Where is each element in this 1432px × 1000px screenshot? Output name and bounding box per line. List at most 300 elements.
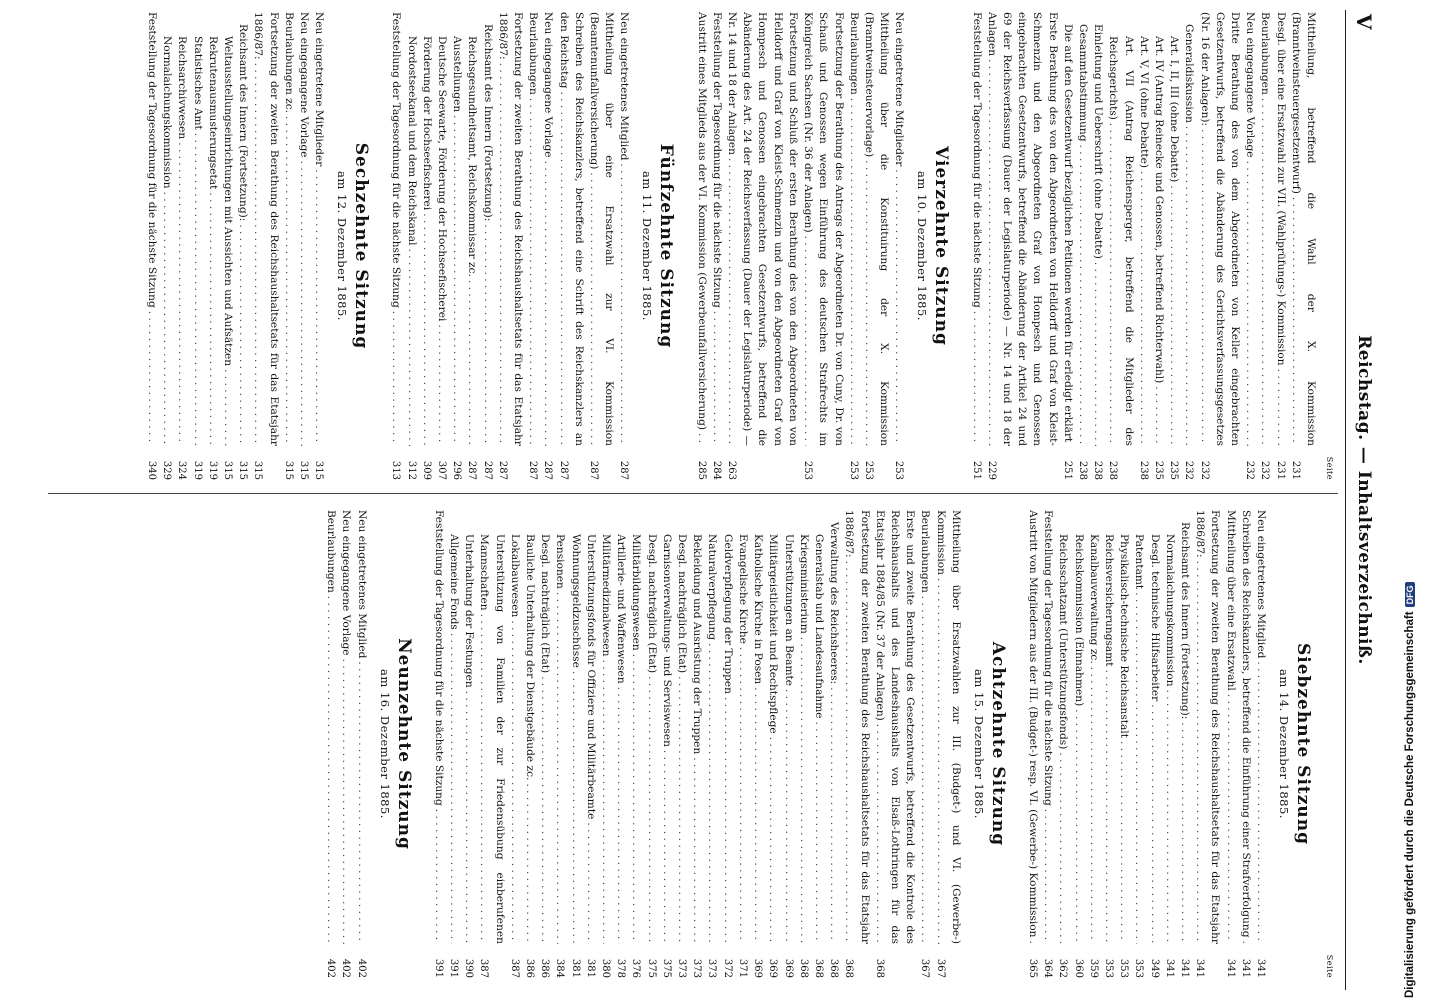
toc-entry (709, 12, 724, 480)
toc-page-number: 253 (891, 446, 906, 480)
toc-entry-label: Katholische Kirche in Posen (752, 534, 764, 687)
toc-entry-text (1162, 510, 1177, 944)
toc-page-number: 253 (800, 446, 815, 480)
toc-entry-text (693, 12, 708, 446)
toc-entry (1070, 510, 1085, 978)
toc-entry-text (1272, 12, 1287, 446)
toc-entry-label: Einleitung und Ueberschrift (ohne Debatte) (1092, 24, 1104, 262)
toc-entry-label: Garnisonverwaltungs- und Serviswesen (661, 534, 673, 750)
toc-entry-text (403, 12, 418, 446)
toc-entry-label: Neu eingetretenes Mitglied (618, 12, 630, 163)
toc-entry-text (220, 12, 235, 446)
toc-entry (1288, 12, 1318, 480)
toc-entry-label: Rekrutenausmusterungsetat (207, 36, 219, 192)
toc-entry (1055, 510, 1070, 978)
toc-entry-label: Schreiben des Reichskanzlers, betreffend die Einführung einer Strafverfolgung (1240, 510, 1252, 941)
toc-page-number: 341 (1222, 944, 1237, 978)
toc-entry-text (1070, 510, 1085, 944)
toc-entry-label: Neu eingegangene Vorlage (542, 12, 554, 161)
toc-entry-text (1131, 510, 1146, 944)
session-title: Achtzehnte Sitzung (987, 641, 1008, 847)
toc-entry-text (1040, 510, 1055, 944)
toc-page-number: 367 (917, 944, 932, 978)
toc-page-number: 287 (464, 446, 479, 480)
toc-entry-text (419, 12, 434, 446)
page-header (1345, 10, 1378, 990)
toc-entry-label: Neu eingetretenes Mitglied (1255, 510, 1267, 661)
toc-entry-label: Neu eingegangene Vorlage (298, 12, 310, 161)
toc-entry-label: Art. VII (Antrag Reichensperger, betreffend die Mitglieder des Reichsgerichts) (1107, 36, 1135, 446)
toc-entry (403, 12, 418, 480)
toc-entry (495, 12, 525, 480)
toc-entry-label: Geldverpflegung der Truppen (722, 534, 734, 697)
toc-entry-label: Physikalisch-technische Reichsanstalt (1118, 534, 1130, 741)
toc-page-number: 365 (1025, 944, 1040, 978)
toc-entry-text (525, 12, 540, 446)
toc-entry-label: Austritt von Mitgliedern aus der III. (Budget-) resp. VI. (Gewerbe-) Kommission (1027, 510, 1039, 941)
toc-entry-label: Beurlaubungen (919, 510, 931, 596)
toc-entry (598, 510, 613, 978)
toc-entry-label: Artillerie- und Waffenwesen (615, 534, 627, 687)
toc-entry-text (780, 510, 795, 944)
toc-page-number: 381 (583, 944, 598, 978)
toc-page-number: 315 (250, 446, 265, 480)
toc-page-number: 309 (419, 446, 434, 480)
toc-page-number: 263 (724, 446, 739, 480)
toc-entry-text (431, 510, 446, 944)
toc-entry-label: Desgl. technische Hilfsarbeiter (1149, 534, 1161, 704)
toc-entry-label: Fortsetzung der zweiten Berathung des Reichshaushaltsetats für das Etatsjahr 1886/87: (843, 510, 871, 944)
toc-entry-label: Mittheilung über eine Ersatzwahl (1225, 510, 1237, 694)
toc-entry (643, 510, 658, 978)
toc-page-number: 391 (431, 944, 446, 978)
toc-entry-label: Naturalverpflegung (707, 534, 719, 643)
toc-entry-label: Reichsarchivwesen (176, 36, 188, 142)
toc-entry (461, 510, 476, 978)
toc-entry-label: Desgl. über eine Ersatzwahl zur VII. (Wahlprüfungs-) Kommission (1275, 12, 1287, 369)
toc-page-number: 373 (689, 944, 704, 978)
toc-entry-text (1166, 12, 1181, 446)
toc-page-number: 341 (1177, 944, 1192, 978)
toc-entry-text (613, 510, 628, 944)
toc-entry-text (1075, 12, 1090, 446)
toc-entry (1090, 12, 1105, 480)
session-section (431, 510, 1009, 978)
toc-entry-text (1055, 510, 1070, 944)
toc-entry-label: Feststellung der Tagesordnung für die nächste Sitzung (390, 12, 402, 311)
toc-entry-label: Patentamt (1133, 534, 1145, 592)
toc-entry-text (507, 510, 522, 944)
toc-entry (1105, 12, 1135, 480)
column-divider (48, 493, 1338, 494)
toc-entry-label: Erste Berathung des von den Abgeordneten von Helldorff und Graf von Kleist-Schmenzin und den Abgeordneten Graf von Hompesch und Genossen eingebrachten Gesetzentwurfs, betreffend die Abänderung der Artikel 24 und 69 der Reichsverfassung (Dauer der Legislaturperiode) — Nr. 14 und 18 der Anlagen (985, 12, 1059, 446)
toc-entry-text (735, 510, 750, 944)
toc-entry (1238, 510, 1253, 978)
dfg-logo: DFG (1405, 582, 1415, 607)
toc-entry (765, 510, 780, 978)
seite-label: Seite (1325, 954, 1334, 978)
toc-entry-label: Mittheilung über eine Ersatzwahl zur VI. Kommission (Beamtenunfallversicherung) (588, 12, 616, 446)
toc-entry (1257, 12, 1272, 480)
toc-entry-text (1257, 12, 1272, 446)
toc-entry-label: Militärmedizinalwesen (600, 534, 612, 660)
session-date: am 15. Dezember 1885. (971, 669, 986, 819)
toc-entry-label: Art. I, II, III (ohne Debatte) (1168, 36, 1180, 185)
toc-entry-label: Beurlaubungen zc. (283, 12, 295, 116)
toc-entry (1222, 510, 1237, 978)
toc-entry-text (861, 12, 891, 446)
toc-page-number: 380 (598, 944, 613, 978)
toc-entry (583, 510, 598, 978)
toc-entry-label: Dritte Berathung des von dem Abgeordneten von Keller eingebrachten Gesetzentwurfs, betreffend die Abänderung des Gerichtsverfassungsgesetzes (Nr. 16 der Anlagen): (1198, 12, 1241, 446)
left-sessions (144, 12, 1318, 480)
session-section (144, 12, 372, 480)
toc-page-number: 353 (1131, 944, 1146, 978)
toc-entry-text (235, 12, 250, 446)
toc-entry-text (811, 510, 826, 944)
session-title: Fünfzehnte Sitzung (656, 143, 677, 349)
toc-entry (586, 12, 616, 480)
toc-entry (388, 12, 403, 480)
toc-entry-label: Feststellung der Tagesordnung für die nächste Sitzung (711, 12, 723, 311)
toc-entry-label: Mittheilung über die Konstituirung der X. Kommission (Branntweinsteuervorlage) (862, 12, 891, 446)
toc-entry-label: Reichsversicherungsamt (1103, 534, 1115, 670)
toc-entry-text (479, 12, 494, 446)
toc-page-number: 402 (353, 944, 368, 978)
toc-entry (338, 510, 353, 978)
toc-entry-label: Normalaichungskommission (1164, 534, 1176, 690)
toc-entry (891, 12, 906, 480)
toc-entry (1151, 12, 1166, 480)
toc-entry-label: Fortsetzung der zweiten Berathung des Reichshaushaltsetats für das Etatsjahr 1886/87: (252, 12, 280, 446)
toc-page-number: 315 (281, 446, 296, 480)
toc-entry-label: Wohnungsgeldzuschüsse (570, 534, 582, 671)
toc-page-number: 353 (1116, 944, 1131, 978)
toc-entry-text (159, 12, 174, 446)
toc-entry-label: Neu eingetretenes Mitglied (356, 510, 368, 661)
toc-entry (780, 510, 795, 978)
toc-entry (693, 12, 708, 480)
toc-entry (1025, 510, 1040, 978)
toc-entry (841, 510, 871, 978)
toc-page-number: 238 (1136, 446, 1151, 480)
toc-page-number: 391 (446, 944, 461, 978)
toc-entry-label: Austritt eines Mitglieds aus der VI. Kommission (Gewerbeunfallversicherung) (696, 12, 708, 433)
toc-entry (800, 12, 846, 480)
toc-page-number: 231 (1272, 446, 1287, 480)
toc-page-number: 229 (984, 446, 999, 480)
toc-entry-label: Art. IV (Antrag Reinecke und Genossen, betreffend Richterwahl) (1153, 36, 1165, 386)
toc-page-number: 287 (479, 446, 494, 480)
toc-page-number: 373 (674, 944, 689, 978)
toc-entry (205, 12, 220, 480)
session-date: am 14. Dezember 1885. (1277, 669, 1291, 819)
toc-entry-label: Unterstützungen an Beamte (783, 534, 795, 689)
toc-entry (1086, 510, 1101, 978)
toc-entry-text (464, 12, 479, 446)
session-section (323, 510, 415, 978)
toc-page-number: 386 (537, 944, 552, 978)
toc-entry-text (461, 510, 476, 944)
toc-entry (1177, 510, 1192, 978)
toc-entry-label: Feststellung der Tagesordnung für die nächste Sitzung (146, 12, 158, 311)
toc-entry-label: Beurlaubungen (1259, 12, 1271, 98)
toc-entry-label: Verwaltung des Reichsheeres: (828, 522, 840, 687)
toc-entry (555, 12, 585, 480)
toc-entry-text (1105, 12, 1135, 446)
toc-page-number: 329 (159, 446, 174, 480)
toc-page-number: 375 (643, 944, 658, 978)
toc-entry-label: Desgl. nachträglich (Etat) (676, 534, 688, 676)
toc-page-number: 285 (693, 446, 708, 480)
toc-entry-text (689, 510, 704, 944)
session-title: Sechzehnte Sitzung (351, 142, 372, 350)
toc-page-number: 349 (1146, 944, 1161, 978)
toc-entry (434, 12, 449, 480)
toc-entry-text (984, 12, 1060, 446)
toc-page-number: 373 (704, 944, 719, 978)
toc-entry-text (323, 510, 338, 944)
toc-entry-text (552, 510, 567, 944)
toc-entry (522, 510, 537, 978)
toc-entry-label: Reichsamt des Innern (Fortsetzung): (237, 24, 249, 224)
toc-entry-text (1192, 510, 1222, 944)
toc-entry-label: Reichsamt des Innern (Fortsetzung): (482, 24, 494, 224)
toc-entry-text (388, 12, 403, 446)
toc-entry (720, 510, 735, 978)
toc-page-number: 375 (659, 944, 674, 978)
toc-entry (628, 510, 643, 978)
toc-entry-label: Weltausstellungseinrichtungen mit Aussichten und Aufsätzen (222, 36, 234, 369)
toc-page-number: 315 (311, 446, 326, 480)
toc-entry (932, 510, 962, 978)
toc-page-number: 232 (1257, 446, 1272, 480)
toc-entry (235, 12, 250, 480)
toc-entry-label: Neu eingetretene Mitglieder (893, 12, 905, 169)
toc-entry (159, 12, 174, 480)
toc-entry-label: Militärbildungswesen (630, 534, 642, 654)
toc-entry (464, 12, 479, 480)
toc-entry (1166, 12, 1181, 480)
toc-entry-text (796, 510, 811, 944)
toc-entry-label: Fortsetzung der Berathung des Antrags der Abgeordneten Dr. von Cuny, Dr. von Schauß und Genossen wegen Einführung des deutschen Strafrechts im Königreich Sachsen (Nr. 36 der Anlagen) (802, 12, 845, 446)
toc-page-number: 251 (1060, 446, 1075, 480)
toc-entry-label: Unterstützungsfonds für Offiziere und Militärbeamte (585, 534, 597, 822)
toc-page-number: 368 (826, 944, 841, 978)
toc-entry-label: Mittheilung, betreffend die Wahl der X. Kommission (Branntweinsteuergesetzentwurf) (1289, 12, 1317, 446)
toc-entry-label: Förderung der Hochseefischerei (421, 36, 433, 213)
credit-text: Digitalisierung gefördert durch die Deutsche Forschungsgemeinschaft (1404, 611, 1416, 998)
toc-page-number: 287 (540, 446, 555, 480)
toc-entry (250, 12, 280, 480)
toc-page-number: 341 (1192, 944, 1207, 978)
toc-entry (449, 12, 464, 480)
toc-entry-text (495, 12, 525, 446)
toc-entry-label: Ausstellungen (451, 36, 463, 115)
toc-page-number: 376 (628, 944, 643, 978)
toc-entry (507, 510, 522, 978)
session-date: am 11. Dezember 1885. (640, 171, 655, 321)
toc-entry (567, 510, 582, 978)
toc-page-number: 284 (709, 446, 724, 480)
toc-entry (1272, 12, 1287, 480)
toc-entry (616, 12, 631, 480)
toc-entry-text (674, 510, 689, 944)
toc-page-number: 251 (968, 446, 983, 480)
toc-entry (968, 12, 983, 480)
toc-page-number: 287 (495, 446, 510, 480)
toc-page-number: 235 (1166, 446, 1181, 480)
toc-entry-text (643, 510, 658, 944)
toc-page-number: 340 (144, 446, 159, 480)
toc-page-number: 387 (507, 944, 522, 978)
toc-entry-label: Fortsetzung der zweiten Berathung des Reichshaushaltsetats für das Etatsjahr 1886/87: (1194, 510, 1222, 944)
toc-page-number: 369 (780, 944, 795, 978)
toc-entry (659, 510, 674, 978)
session-title: Vierzehnte Sitzung (931, 146, 952, 346)
toc-entry-text (765, 510, 780, 944)
toc-page-number: 235 (1151, 446, 1166, 480)
toc-entry-text (1181, 12, 1196, 446)
toc-entry-text (205, 12, 220, 446)
toc-entry-text (750, 510, 765, 944)
toc-entry-text (353, 510, 368, 944)
toc-page-number: 296 (449, 446, 464, 480)
toc-page-number: 238 (1090, 446, 1105, 480)
toc-entry (1040, 510, 1055, 978)
session-title: Neunzehnte Sitzung (393, 638, 414, 850)
toc-page-number: 402 (338, 944, 353, 978)
toc-page-number: 315 (220, 446, 235, 480)
digitization-credit (1404, 585, 1416, 998)
toc-entry-label: Feststellung der Tagesordnung für die nächste Sitzung (433, 510, 445, 809)
toc-page-number: 319 (189, 446, 204, 480)
toc-page-number: 253 (861, 446, 876, 480)
toc-page-number: 368 (811, 944, 826, 978)
toc-page-number: 232 (1242, 446, 1257, 480)
toc-entry (811, 510, 826, 978)
toc-page-number: 368 (872, 944, 887, 978)
toc-page-number: 315 (235, 446, 250, 480)
left-column (34, 12, 1334, 480)
toc-entry-label: Beurlaubungen (848, 12, 860, 98)
toc-page-number: 371 (735, 944, 750, 978)
toc-entry-text (826, 510, 841, 944)
toc-entry-label: Statistisches Amt (192, 36, 204, 133)
toc-entry-text (555, 12, 585, 446)
toc-entry-text (1242, 12, 1257, 446)
toc-page-number: 384 (552, 944, 567, 978)
toc-entry-label: Reichsgesundheitsamt, Reichskommissar zc. (466, 36, 478, 280)
session-section (693, 12, 952, 480)
session-date: am 12. Dezember 1885. (335, 171, 350, 321)
toc-entry-text (1136, 12, 1151, 446)
right-sessions (323, 510, 1314, 978)
toc-entry (861, 12, 891, 480)
toc-page-number: 238 (1075, 446, 1090, 480)
toc-entry (476, 510, 506, 978)
toc-entry-label: Generaldiskussion (1183, 24, 1195, 126)
toc-page-number: 369 (765, 944, 780, 978)
session-title: Siebzehnte Sitzung (1293, 642, 1313, 846)
toc-entry-label: Unterhaltung der Festungen (463, 534, 475, 691)
toc-page-number: 341 (1238, 944, 1253, 978)
toc-entry-label: Lokalbauwesen (509, 534, 521, 620)
toc-entry (144, 12, 159, 480)
toc-entry (1131, 510, 1146, 978)
toc-entry-label: Fortsetzung und Schluß der ersten Berathung des von den Abgeordneten von Helldorff und Graf von Kleist-Schmenzin und von den Abgeordneten Graf von Hompesch und Genossen eingebrachten Gesetzentwurfs, betreffend die Abänderung des Art. 24 der Reichsverfassung (Dauer der Legislaturperiode) — Nr. 14 und 18 der Anlagen (726, 12, 799, 446)
session-section (1025, 510, 1314, 978)
toc-entry-text (476, 510, 506, 944)
toc-page-number: 312 (403, 446, 418, 480)
toc-entry-text (434, 12, 449, 446)
toc-entry (674, 510, 689, 978)
toc-entry-text (841, 510, 871, 944)
toc-entry-label: Nordostseekanal und dem Reichskanal (406, 36, 418, 249)
toc-entry (872, 510, 918, 978)
toc-page-number: 324 (174, 446, 189, 480)
toc-page-number: 364 (1040, 944, 1055, 978)
toc-entry (525, 12, 540, 480)
toc-entry-text (598, 510, 613, 944)
toc-entry (1136, 12, 1151, 480)
toc-page-number: 372 (720, 944, 735, 978)
toc-entry-text (891, 12, 906, 446)
toc-entry-label: Beurlaubungen (325, 510, 337, 596)
toc-entry-label: Feststellung der Tagesordnung für die nächste Sitzung (971, 12, 983, 311)
toc-entry-text (338, 510, 353, 944)
right-column (34, 510, 1334, 978)
toc-entry (1181, 12, 1196, 480)
toc-entry (735, 510, 750, 978)
toc-entry-label: Mittheilung über Ersatzwahlen zur III. (Budget-) und VI. (Gewerbe-) Kommission (934, 510, 962, 944)
toc-entry-label: Die auf den Gesetzentwurf bezüglichen Petitionen werden für erledigt erklärt (1062, 24, 1074, 445)
toc-entry (431, 510, 446, 978)
toc-entry-label: Unterstützung von Familien der zur Friedensübung einberufenen Mannschaften (478, 534, 506, 944)
session-date: am 16. Dezember 1885. (377, 669, 392, 819)
toc-entry (984, 12, 1060, 480)
toc-entry-label: Bauliche Unterhaltung der Dienstgebäude zc. (524, 534, 536, 783)
toc-entry-text (659, 510, 674, 944)
toc-page-number: 307 (434, 446, 449, 480)
toc-entry (846, 12, 861, 480)
toc-entry (1253, 510, 1268, 978)
toc-page-number: 313 (388, 446, 403, 480)
toc-entry-label: Allgemeine Fonds (448, 534, 460, 633)
toc-entry-text (1025, 510, 1040, 944)
toc-entry (689, 510, 704, 978)
toc-entry (174, 12, 189, 480)
toc-entry-text (446, 510, 461, 944)
toc-entry-label: Bekleidung und Ausrüstung der Truppen (691, 534, 703, 757)
toc-entry-text (1253, 510, 1268, 944)
toc-entry-text (586, 12, 616, 446)
toc-page-number: 319 (205, 446, 220, 480)
toc-entry (296, 12, 311, 480)
page-title: Reichstag. — Inhaltsverzeichniß. (1354, 335, 1374, 665)
toc-entry-text (567, 510, 582, 944)
toc-entry (613, 510, 628, 978)
toc-page-number: 369 (750, 944, 765, 978)
toc-entry-label: Deutsche Seewarte, Förderung der Hochseefischerei (436, 36, 448, 324)
toc-entry-label: Feststellung der Tagesordnung für die nächste Sitzung (1042, 510, 1054, 809)
toc-page-number: 390 (461, 944, 476, 978)
toc-entry-label: Kriegsministerium (798, 534, 810, 637)
toc-entry-label: Militärgeistlichkeit und Rechtspflege (767, 534, 779, 737)
toc-entry-text (281, 12, 296, 446)
toc-entry (446, 510, 461, 978)
toc-entry (1242, 12, 1257, 480)
